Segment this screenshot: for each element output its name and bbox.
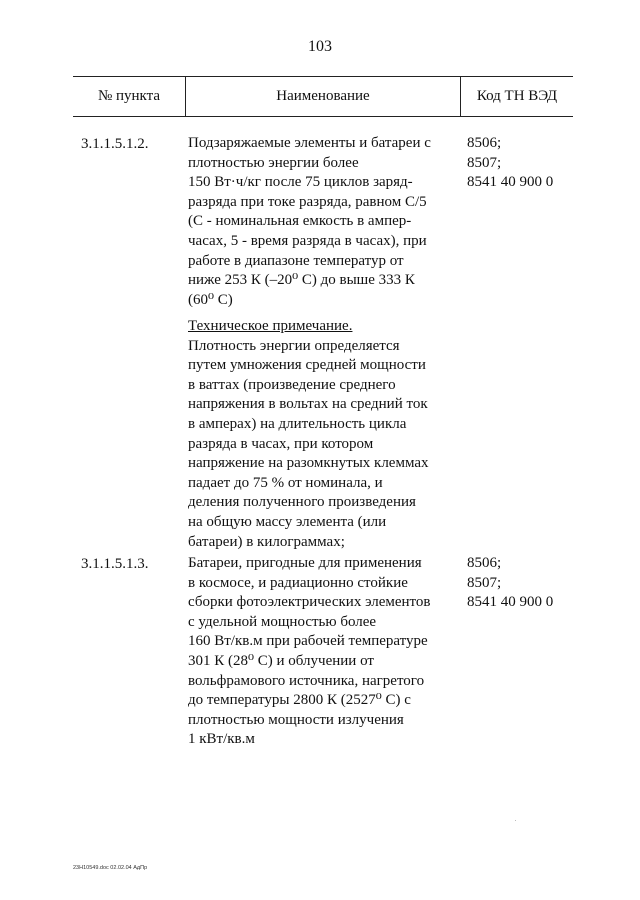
text-line: плотностью энергии более: [188, 154, 359, 171]
text-line: 160 Вт/кв.м при рабочей температуре: [188, 633, 428, 650]
text-line: в космосе, и радиационно стойкие: [188, 574, 408, 591]
technical-note-title: Техническое примечание.: [188, 318, 353, 334]
column-header-code: Код ТН ВЭД: [476, 88, 558, 104]
text-line: с удельной мощностью более: [188, 613, 377, 630]
column-header-name: Наименование: [276, 88, 370, 104]
text-line: сборки фотоэлектрических элементов: [188, 594, 431, 611]
document-footer: 23Н10549.doc 02.02.04 АдПр: [73, 865, 148, 871]
text-line: на общую массу элемента (или: [188, 513, 387, 530]
table-header-top-rule: [73, 76, 573, 77]
code-item: 8506;: [467, 555, 502, 571]
row-number: 3.1.1.5.1.2.: [81, 136, 149, 152]
text-line: (60⁰ С): [188, 291, 233, 308]
text-line: (С - номинальная емкость в ампер-: [188, 213, 412, 230]
code-item: 8507;: [467, 574, 502, 591]
text-line: часах, 5 - время разряда в часах), при: [188, 232, 427, 249]
page-number: 103: [308, 38, 332, 55]
text-line: плотностью мощности излучения: [188, 711, 404, 728]
table-header-bottom-rule: [73, 116, 573, 117]
row-codes: [467, 134, 553, 193]
text-line: батареи) в килограммах;: [188, 533, 345, 550]
code-item: 8506;: [467, 135, 502, 151]
technical-note: [188, 317, 463, 552]
text-line: 150 Вт·ч/кг после 75 циклов заряд-: [188, 174, 413, 191]
text-line: Подзаряжаемые элементы и батареи с: [188, 135, 431, 151]
text-line: в ваттах (произведение среднего: [188, 376, 396, 393]
text-line: разряда при токе разряда, равном С/5: [188, 193, 427, 210]
text-line: разряда в часах, при котором: [188, 435, 374, 452]
text-line: Батареи, пригодные для применения: [188, 555, 422, 571]
text-line: напряжения в вольтах на средний ток: [188, 396, 428, 413]
text-line: 1 кВт/кв.м: [188, 731, 255, 748]
text-line: падает до 75 % от номинала, и: [188, 474, 383, 491]
text-line: вольфрамового источника, нагретого: [188, 672, 425, 689]
text-line: работе в диапазоне температур от: [188, 252, 404, 269]
row-number: 3.1.1.5.1.3.: [81, 556, 149, 572]
row-description: [188, 134, 463, 310]
row-codes: [467, 554, 553, 613]
text-line: в амперах) на длительность цикла: [188, 415, 407, 432]
text-line: напряжение на разомкнутых клеммах: [188, 455, 429, 472]
column-header-number: № пункта: [97, 88, 161, 104]
text-line: ниже 253 К (–20⁰ С) до выше 333 К: [188, 272, 415, 289]
text-line: 301 К (28⁰ С) и облучении от: [188, 652, 374, 669]
text-line: деления полученного произведения: [188, 494, 416, 511]
code-item: 8541 40 900 0: [467, 594, 554, 611]
code-item: 8541 40 900 0: [467, 174, 554, 191]
row-description: [188, 554, 463, 750]
text-line: путем умножения средней мощности: [188, 357, 426, 374]
text-line: Плотность энергии определяется: [188, 337, 400, 354]
code-item: 8507;: [467, 154, 502, 171]
scan-speck: [515, 820, 516, 821]
text-line: до температуры 2800 К (2527⁰ С) с: [188, 692, 411, 709]
